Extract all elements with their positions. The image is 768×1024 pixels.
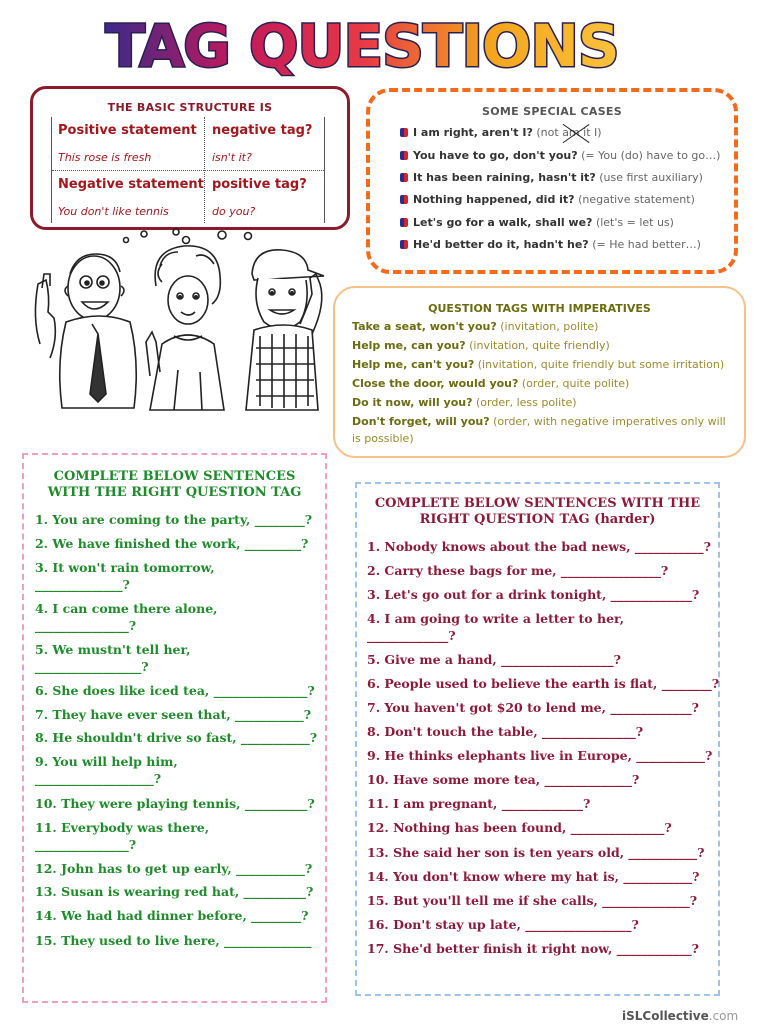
exercise-line: 2. Carry these bags for me, ________________?	[367, 563, 669, 578]
special-case-item: I am right, aren't I? (not am it I)	[400, 126, 602, 139]
site-watermark: iSLCollective.com	[622, 1009, 739, 1023]
exercise-line: 6. She does like iced tea, _______________?	[35, 683, 315, 698]
exercise-line: ______________?	[35, 577, 130, 592]
bullet-icon	[400, 151, 408, 160]
imperative-item: Do it now, will you? (order, less polite)	[352, 396, 577, 409]
exercise-line: 8. He shouldn't drive so fast, ___________?	[35, 730, 318, 745]
special-case-item: You have to go, don't you? (= You (do) have to go…)	[400, 149, 720, 162]
exercise-line: 9. You will help him,	[35, 754, 178, 769]
exercise-line: 16. Don't stay up late, _________________?	[367, 917, 639, 932]
basic-cell: This rose is fresh	[58, 151, 152, 164]
special-case-item: Let's go for a walk, shall we? (let's = let us)	[400, 216, 674, 229]
special-case-item: He'd better do it, hadn't he? (= He had better…)	[400, 238, 701, 251]
page-title	[105, 10, 619, 80]
bullet-icon	[400, 173, 408, 182]
exercise-line: 1. Nobody knows about the bad news, ___________?	[367, 539, 711, 554]
special-case-item: Nothing happened, did it? (negative statement)	[400, 193, 695, 206]
basic-cell: positive tag?	[212, 177, 307, 192]
special-cases-title: SOME SPECIAL CASES	[482, 105, 622, 118]
special-cases-box	[366, 88, 738, 274]
exercise-line: 3. Let's go out for a drink tonight, _____________?	[367, 587, 700, 602]
exercise-line: _____________?	[367, 628, 456, 643]
exercise-2-box	[355, 482, 720, 996]
bullet-icon	[400, 128, 408, 137]
exercise-line: _______________?	[35, 837, 137, 852]
basic-structure-box	[30, 86, 350, 230]
exercise-line: 11. Everybody was there,	[35, 820, 210, 835]
imperative-item: Take a seat, won't you? (invitation, polite)	[352, 320, 599, 333]
exercise-line: 3. It won't rain tomorrow,	[35, 560, 215, 575]
title-text: TAG QUESTIONS	[105, 12, 619, 80]
exercise-1-box	[22, 453, 327, 1003]
bullet-icon	[400, 240, 408, 249]
exercise-line: 6. People used to believe the earth is flat, ________?	[367, 676, 720, 691]
exercise-line: 7. They have ever seen that, ___________?	[35, 707, 312, 722]
imperatives-title: QUESTION TAGS WITH IMPERATIVES	[428, 302, 651, 315]
imperative-item: Close the door, would you? (order, quite polite)	[352, 377, 630, 390]
basic-structure-title: THE BASIC STRUCTURE IS	[107, 101, 273, 114]
exercise-line: _________________?	[35, 659, 149, 674]
exercise-line: 10. They were playing tennis, __________?	[35, 796, 315, 811]
exercise-line: 15. But you'll tell me if she calls, ______________?	[367, 893, 698, 908]
exercise-line: 12. John has to get up early, ___________?	[35, 861, 313, 876]
basic-cell: do you?	[212, 205, 256, 218]
bullet-icon	[400, 218, 408, 227]
exercise-line: 11. I am pregnant, _____________?	[367, 796, 591, 811]
exercise-line: 7. You haven't got $20 to lend me, _____________?	[367, 700, 699, 715]
exercise-line: 12. Nothing has been found, _______________?	[367, 820, 672, 835]
exercise-line: 4. I am going to write a letter to her,	[367, 611, 625, 626]
imperative-item: Help me, can you? (invitation, quite friendly)	[352, 339, 610, 352]
exercise-2-title: COMPLETE BELOW SENTENCES WITH THE RIGHT QUESTION TAG (harder)	[374, 496, 701, 527]
basic-cell: isn't it?	[212, 151, 252, 164]
exercise-line: 13. Susan is wearing red hat, __________?	[35, 884, 314, 899]
imperative-item: Help me, can't you? (invitation, quite friendly but some irritation)	[352, 358, 725, 371]
exercise-1-title: COMPLETE BELOW SENTENCES WITH THE RIGHT QUESTION TAG	[47, 469, 302, 500]
exercise-line: 4. I can come there alone,	[35, 601, 218, 616]
imperative-item: Don't forget, will you? (order, with negative imperatives only will is possible)	[352, 415, 726, 445]
basic-structure-grid	[51, 117, 325, 223]
exercise-line: 9. He thinks elephants live in Europe, ___________?	[367, 748, 713, 763]
cartoon-people-illustration	[26, 226, 332, 418]
exercise-line: 17. She'd better finish it right now, ____________?	[367, 941, 699, 956]
exercise-line: 14. You don't know where my hat is, ___________?	[367, 869, 700, 884]
imperatives-box	[333, 286, 746, 458]
basic-cell: Positive statement	[58, 123, 197, 138]
exercise-line: 2. We have finished the work, _________?	[35, 536, 309, 551]
exercise-line: 14. We had had dinner before, ________?	[35, 908, 309, 923]
exercise-line: 5. We mustn't tell her,	[35, 642, 191, 657]
exercise-line: 15. They used to live here, ______________	[35, 933, 312, 948]
struck-text: am it	[562, 126, 591, 139]
bullet-icon	[400, 195, 408, 204]
exercise-line: 1. You are coming to the party, ________?	[35, 512, 313, 527]
special-case-item: It has been raining, hasn't it? (use first auxiliary)	[400, 171, 703, 184]
basic-cell: Negative statement	[58, 177, 204, 192]
basic-cell: You don't like tennis	[58, 205, 169, 218]
exercise-line: 13. She said her son is ten years old, ___________?	[367, 845, 705, 860]
exercise-line: _______________?	[35, 618, 137, 633]
exercise-line: ___________________?	[35, 771, 162, 786]
exercise-line: 8. Don't touch the table, _______________?	[367, 724, 644, 739]
basic-cell: negative tag?	[212, 123, 313, 138]
exercise-line: 5. Give me a hand, __________________?	[367, 652, 621, 667]
exercise-line: 10. Have some more tea, ______________?	[367, 772, 640, 787]
